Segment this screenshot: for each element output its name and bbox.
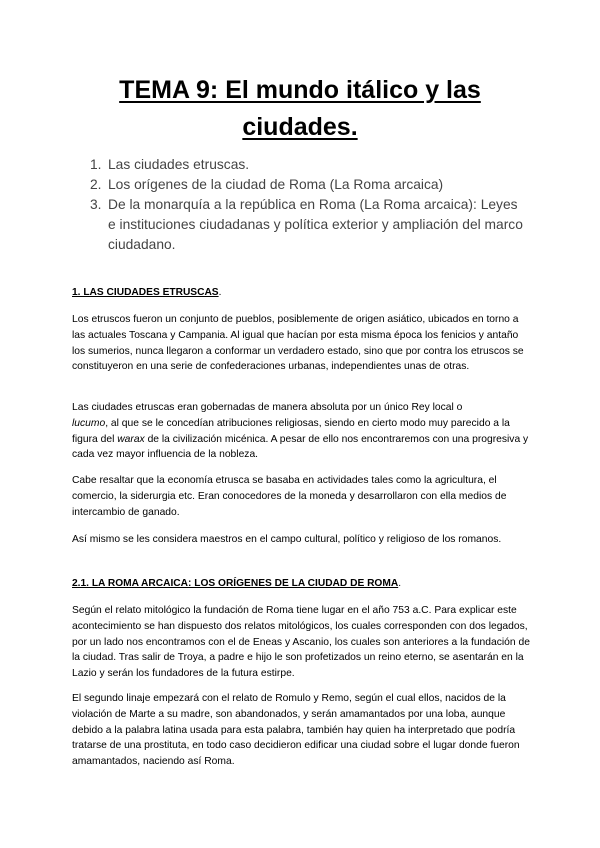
toc-item bbox=[88, 155, 528, 175]
toc-item-number: 3. bbox=[90, 197, 102, 212]
paragraph-text: , al que se le concedían atribuciones religiosas, siendo en cierto modo muy parecido a la figura del bbox=[72, 417, 510, 445]
paragraph: El segundo linaje empezará con el relato de Romulo y Remo, según el cual ellos, nacidos de la violación de Marte a su madre, son abandonados, y serán amamantados por una loba, aunque debido a la palabra latina usada para esta palabra, también hay quien ha interpretado que podría tratarse de una prostituta, en todo caso decidieron edificar una ciudad sobre el lugar donde fueron amamantados, naciendo así Roma. bbox=[72, 693, 520, 768]
toc-item bbox=[88, 175, 528, 195]
toc-item-number: 2. bbox=[90, 177, 102, 192]
toc-item-text: De la monarquía a la república en Roma (La Roma arcaica): Leyes e instituciones ciudadanas y política exterior y ampliación del marco ciudadano. bbox=[108, 197, 523, 252]
section-heading-text: 1. LAS CIUDADES ETRUSCAS bbox=[72, 287, 219, 298]
paragraph-text: Las ciudades etruscas eran gobernadas de manera absoluta por un único Rey local o bbox=[72, 402, 463, 413]
paragraph-italic-term: warax bbox=[117, 433, 145, 445]
page-title-line-2: ciudades. bbox=[242, 113, 358, 141]
paragraph: Los etruscos fueron un conjunto de pueblos, posiblemente de origen asiático, ubicados en torno a las actuales Toscana y Campania. Al igual que hacían por esta misma época los fenicios y antaño los sumerios, nunca llegaron a conformar un verdadero estado, sino que por contra los etruscos se constituyeron en una serie de confederaciones urbanas, independientes unas de otras. bbox=[72, 314, 524, 373]
toc-item bbox=[88, 195, 528, 255]
paragraph: Según el relato mitológico la fundación de Roma tiene lugar en el año 753 a.C. Para explicar este acontecimiento se han dispuesto dos relatos mitológicos, los cuales corresponden con dos legados, por un lado nos encontramos con el de Eneas y Ascanio, los cuales son anteriores a la fundación de la ciudad. Tras salir de Troya, a padre e hijo le son profetizados un reino eterno, se asentarán en la Lazio y serán los fundadores de la futura estirpe. bbox=[72, 605, 530, 680]
paragraph: Cabe resaltar que la economía etrusca se basaba en actividades tales como la agricultura, el comercio, la siderurgia etc. Eran conocedores de la moneda y desarrollaron con ella medios de intercambio de ganado. bbox=[72, 475, 507, 518]
section-heading-suffix: . bbox=[398, 578, 402, 589]
section-heading-suffix: . bbox=[218, 287, 222, 298]
table-of-contents bbox=[88, 155, 528, 255]
page-title-line-1: TEMA 9: El mundo itálico y las bbox=[119, 76, 481, 104]
paragraph-italic-term: lucumo bbox=[72, 417, 106, 429]
paragraph: Así mismo se les considera maestros en el campo cultural, político y religioso de los romanos. bbox=[72, 534, 502, 545]
paragraph bbox=[72, 400, 534, 463]
section-heading-roma-arcaica bbox=[72, 577, 401, 591]
section-heading-ciudades-etruscas bbox=[72, 286, 221, 300]
toc-item-text: Los orígenes de la ciudad de Roma (La Roma arcaica) bbox=[108, 177, 444, 192]
page-title bbox=[70, 72, 530, 146]
toc-item-text: Las ciudades etruscas. bbox=[108, 157, 250, 172]
toc-item-number: 1. bbox=[90, 157, 102, 172]
section-heading-text: 2.1. LA ROMA ARCAICA: LOS ORÍGENES DE LA CIUDAD DE ROMA bbox=[72, 578, 399, 589]
paragraph-text: de la civilización micénica. A pesar de ello nos encontraremos con una progresiva y cada vez mayor influencia de la nobleza. bbox=[72, 433, 529, 461]
